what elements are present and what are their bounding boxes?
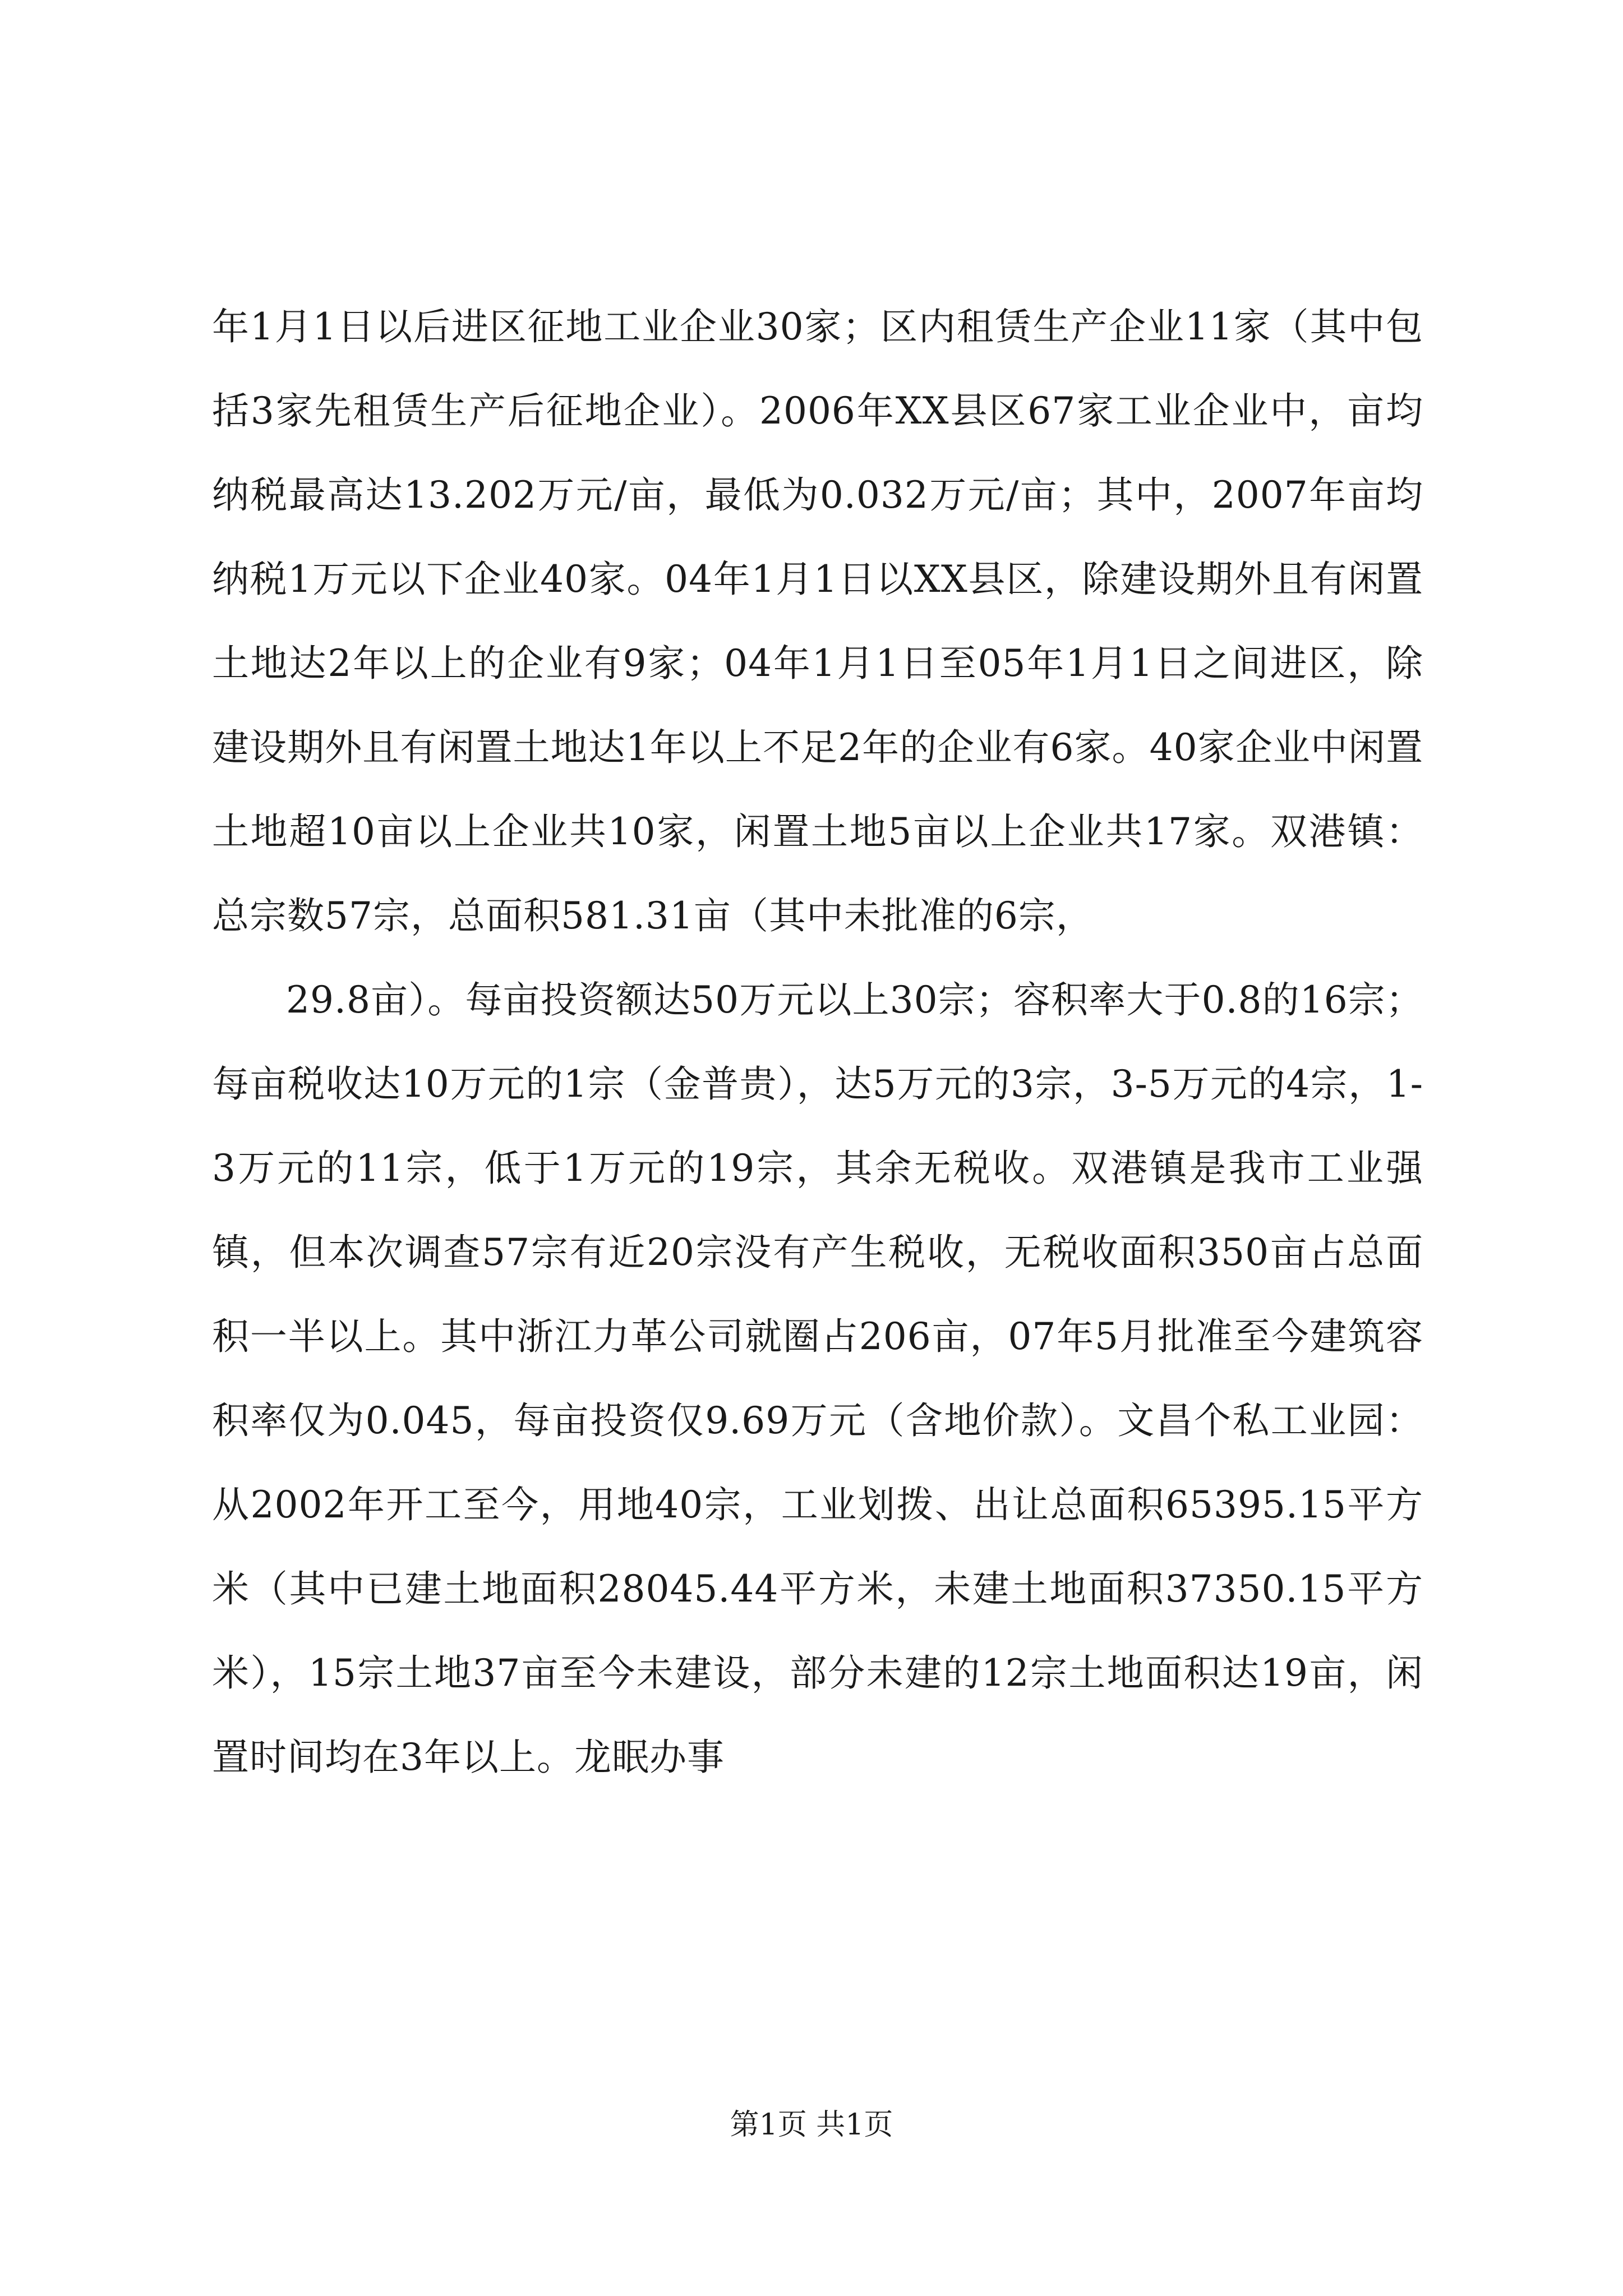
page-footer: 第1页 共1页	[730, 2108, 893, 2142]
paragraph-2: 29.8亩）。每亩投资额达50万元以上30宗；容积率大于0.8的16宗；每亩税收达10万元的1宗（金普贵），达5万元的3宗，3-5万元的4宗，1-3万元的11宗，低于1万元的19宗，其余无税收。双港镇是我市工业强镇，但本次调查57宗有近20宗没有产生税收，无税收面积350亩占总面积一半以上。其中浙江力革公司就圈占206亩，07年5月批准至今建筑容积率仅为0.045，每亩投资仅9.69万元（含地价款）。文昌个私工业园：从2002年开工至今，用地40宗，工业划拨、出让总面积65395.15平方米（其中已建土地面积28045.44平方米，未建土地面积37350.15平方米），15宗土地37亩至今未建设，部分未建的12宗土地面积达19亩，闲置时间均在3年以上。龙眠办事	[212, 978, 1423, 1779]
paragraph-1: 年1月1日以后进区征地工业企业30家；区内租赁生产企业11家（其中包括3家先租赁生产后征地企业）。2006年XX县区67家工业企业中，亩均纳税最高达13.202万元/亩，最低为0.032万元/亩；其中，2007年亩均纳税1万元以下企业40家。04年1月1日以XX县区，除建设期外且有闲置土地达2年以上的企业有9家；04年1月1日至05年1月1日之间进区，除建设期外且有闲置土地达1年以上不足2年的企业有6家。40家企业中闲置土地超10亩以上企业共10家，闲置土地5亩以上企业共17家。双港镇：总宗数57宗，总面积581.31亩（其中未批准的6宗，	[212, 305, 1423, 937]
document-body	[212, 285, 1423, 1800]
